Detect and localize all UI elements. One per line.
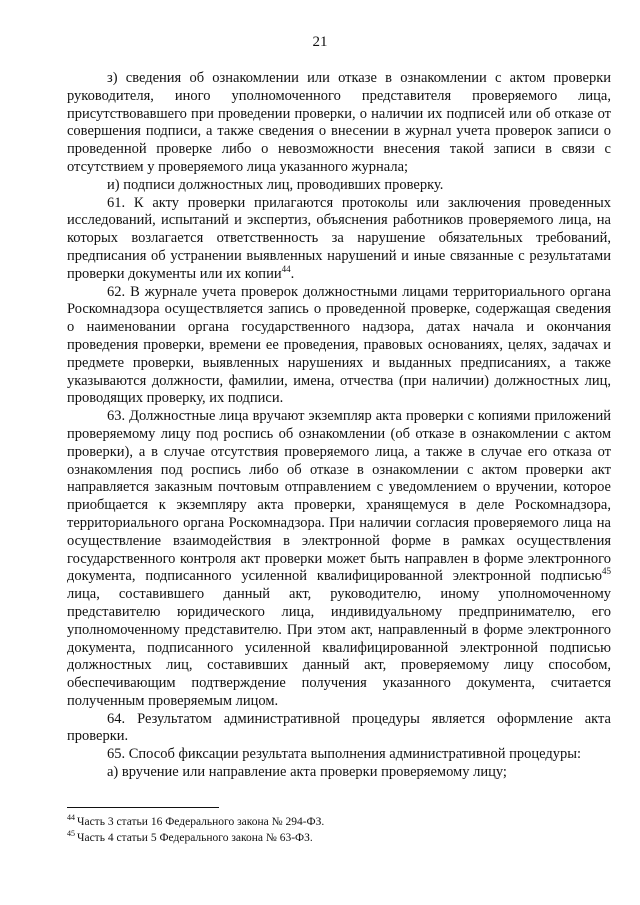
paragraph-item-a [67, 764, 611, 782]
footnote-text: Часть 4 статьи 5 Федерального закона № 63-ФЗ. [77, 832, 313, 844]
paragraph-text: 62. В журнале учета проверок должностными лицами территориального органа Роскомнадзора осуществляется запись о проведенной проверке, содержащая сведения о наименовании органа государственного надзора, датах начала и окончания проведения проверки, времени ее проведения, правовых основаниях, целях, задачах и предмете проверки, выявленных нарушениях и выданных предписаниях, а также указываются должности, фамилии, имена, отчества (при наличии) должностных лиц, проводящих проверку, их подписи. [67, 283, 611, 407]
footnote-44 [67, 814, 611, 830]
paragraph-65 [67, 746, 611, 764]
footnotes [67, 814, 611, 846]
footnote-reference: 45 [602, 566, 611, 577]
document-body [67, 70, 611, 782]
paragraph-item-z [67, 70, 611, 177]
paragraph-item-i [67, 177, 611, 195]
paragraph-text: 61. К акту проверки прилагаются протоколы или заключения проведенных исследований, испытаний и экспертиз, объяснения работников проверяемого лица, на которых возлагается ответственность за нарушение обязательных требований, предписания об устранении выявленных нарушений и иные связанные с результатами проверки документы или их копии [67, 194, 611, 282]
footnote-number: 44 [67, 813, 75, 823]
paragraph-text: 65. Способ фиксации результата выполнения административной процедуры: [107, 746, 582, 763]
footnote-number: 45 [67, 829, 75, 839]
paragraph-tail: . [290, 265, 295, 282]
footnote-text: Часть 3 статьи 16 Федерального закона № 294-ФЗ. [77, 816, 325, 828]
paragraph-text: з) сведения об ознакомлении или отказе в ознакомлении с актом проверки руководителя, иного уполномоченного представителя проверяемого лица, присутствовавшего при проведении проверки, о наличии их подписей или об отказе от совершения подписи, а также сведения о внесении в журнал учета проверок записи о проведенной проверке либо о невозможности внесения такой записи в связи с отсутствием у проверяемого лица указанного журнала; [67, 70, 611, 175]
paragraph-text: а) вручение или направление акта проверки проверяемому лицу; [107, 764, 507, 781]
paragraph-text: и) подписи должностных лиц, проводивших проверку. [107, 176, 444, 193]
paragraph-text: 64. Результатом административной процедуры является оформление акта проверки. [67, 710, 611, 745]
paragraph-64 [67, 711, 611, 747]
footnote-45 [67, 830, 611, 846]
page-number: 21 [312, 34, 328, 50]
footnote-separator [67, 807, 219, 808]
paragraph-62 [67, 284, 611, 409]
paragraph-tail: лица, составившего данный акт, руководителю, иному уполномоченному представителю юридического лица, индивидуальному предпринимателю, его уполномоченному представителю. При этом акт, направленный в форме электронного документа, подписанного усиленной квалифицированной электронной подписью должностных лиц, составивших данный акт, проверяемому лицу способом, обеспечивающим подтверждение получения указанного документа, считается полученным проверяемым лицом. [67, 586, 611, 709]
paragraph-63 [67, 408, 611, 711]
footnote-reference: 44 [281, 263, 291, 274]
paragraph-61 [67, 195, 611, 284]
paragraph-text: 63. Должностные лица вручают экземпляр акта проверки с копиями приложений проверяемому лицу под роспись об ознакомлении (об отказе в ознакомлении с актом проверки), а в случае отсутствия проверяемого лица, а также в случае его отказа от ознакомления под роспись либо об отказе в ознакомлении с актом проверки акт направляется заказным почтовым отправлением с уведомлением о вручении, которое приобщается к экземпляру акта проверки, хранящемуся в деле Роскомнадзора, территориального органа Роскомнадзора. При наличии согласия проверяемого лица на осуществление взаимодействия в электронной форме в рамках осуществления государственного контроля акт проверки может быть направлен в форме электронного документа, подписанного усиленной квалифицированной электронной подписью [67, 408, 611, 585]
